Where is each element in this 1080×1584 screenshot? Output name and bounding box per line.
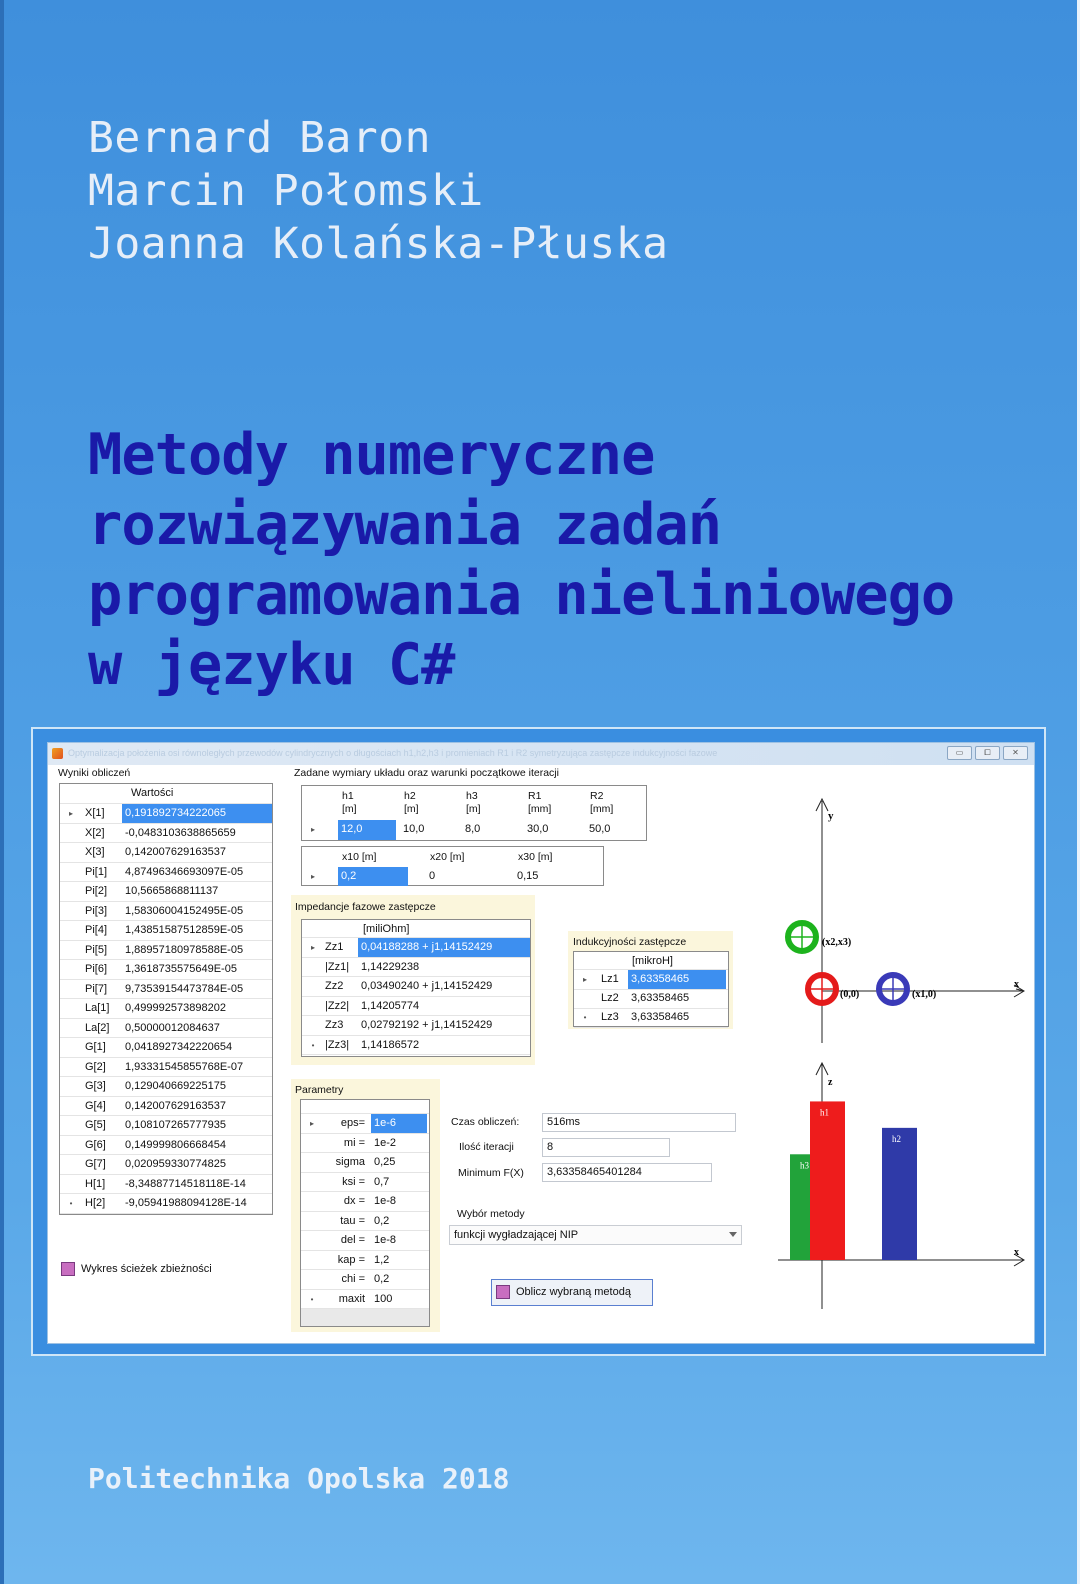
author-3: Joanna Kolańska-Płuska xyxy=(88,219,669,269)
row-selector-icon xyxy=(302,977,324,996)
row-selector-icon xyxy=(60,1116,82,1135)
title-line: w języku C# xyxy=(88,632,455,698)
table-row[interactable] xyxy=(60,999,272,1019)
authors xyxy=(88,112,669,271)
row-value[interactable]: 1e-8 xyxy=(374,1195,397,1207)
table-row[interactable] xyxy=(60,941,272,961)
window-titlebar xyxy=(48,743,1034,765)
row-name: H[1] xyxy=(85,1177,106,1190)
row-name: tau = xyxy=(340,1214,365,1227)
point-label: (x1,0) xyxy=(912,989,937,1000)
header-unit: [m] xyxy=(466,803,481,815)
chart-icon xyxy=(61,1262,75,1276)
method-label: Wybór metody xyxy=(457,1208,525,1220)
table-row[interactable] xyxy=(301,1231,429,1251)
row-selector-icon xyxy=(60,999,82,1018)
table-row[interactable] xyxy=(302,1036,530,1056)
row-name: |Zz1| xyxy=(325,960,350,973)
row-selector-icon xyxy=(301,1192,323,1211)
row-name: |Zz3| xyxy=(325,1038,350,1051)
convergence-plot-button[interactable] xyxy=(56,1256,246,1282)
row-name: X[1] xyxy=(85,807,105,819)
table-row[interactable] xyxy=(60,980,272,1000)
row-value[interactable]: 9,73539154473784E-05 xyxy=(125,982,244,995)
row-name: kap = xyxy=(337,1253,365,1266)
table-row[interactable] xyxy=(301,1270,429,1290)
x-axis-label: x xyxy=(1014,1247,1019,1258)
row-value[interactable]: 0,129040669225175 xyxy=(125,1080,226,1092)
x-axis-label: x xyxy=(1014,979,1019,990)
row-selector-icon xyxy=(301,1231,323,1250)
grid-header xyxy=(302,920,530,938)
row-name: La[1] xyxy=(85,1002,110,1014)
z-axis-label: z xyxy=(828,1077,833,1088)
row-value[interactable]: 1,14186572 xyxy=(361,1038,420,1051)
method-selected: funkcji wygładzającej NIP xyxy=(454,1229,579,1241)
row-selector-icon xyxy=(301,1212,323,1231)
column-header xyxy=(342,790,357,816)
table-row[interactable] xyxy=(60,1136,272,1156)
title-line: programowania nieliniowego xyxy=(88,562,955,628)
row-name: |Zz2| xyxy=(325,999,350,1012)
row-selector-icon xyxy=(302,958,324,977)
row-selector-icon xyxy=(60,1155,82,1174)
row-name: Pi[1] xyxy=(85,865,108,878)
row-name: Pi[3] xyxy=(85,904,108,917)
row-value[interactable]: 0,142007629163537 xyxy=(125,846,226,858)
header-name: R2 xyxy=(590,790,604,802)
row-selector-icon: • xyxy=(69,1199,73,1208)
heights-chart xyxy=(762,1055,1032,1317)
row-selector-icon xyxy=(301,1173,323,1192)
row-name: H[2] xyxy=(85,1197,106,1209)
dims-label: Zadane wymiary układu oraz warunki początkowe iteracji xyxy=(294,767,559,779)
app-icon xyxy=(52,748,63,759)
row-value[interactable]: 1,58306004152495E-05 xyxy=(125,904,244,917)
row-name: Pi[4] xyxy=(85,924,108,936)
table-row[interactable] xyxy=(302,958,530,978)
title-line: Metody numeryczne xyxy=(88,422,655,488)
method-select[interactable] xyxy=(449,1225,742,1245)
row-value[interactable]: 0,108107265777935 xyxy=(125,1119,226,1131)
results-grid[interactable] xyxy=(59,783,273,1215)
window-title: Optymalizacja położenia osi równoległych przewodów cylindrycznych o długościach h1,h2,h3 i promieniach R1 i R2 symetryzująca zastępcze indukcyjności fazowe xyxy=(68,748,718,758)
table-row[interactable] xyxy=(60,824,272,844)
dims-grid[interactable] xyxy=(301,785,647,841)
positions-plot xyxy=(762,793,1032,1053)
unit-header: [miliOhm] xyxy=(363,923,410,935)
table-row[interactable] xyxy=(60,1019,272,1039)
row-value[interactable]: 0,02792192 + j1,14152429 xyxy=(361,1019,493,1031)
dim-value[interactable]: 50,0 xyxy=(589,823,611,835)
row-name: Pi[6] xyxy=(85,963,108,975)
dim-value[interactable]: 12,0 xyxy=(338,820,396,840)
row-selector-icon: ▸ xyxy=(310,943,315,952)
dim-value[interactable]: 8,0 xyxy=(465,823,481,835)
button-label: Oblicz wybraną metodą xyxy=(516,1286,631,1298)
row-name: X[2] xyxy=(85,826,105,839)
table-row[interactable] xyxy=(60,882,272,902)
table-row[interactable] xyxy=(574,970,728,990)
row-selector-icon: ▸ xyxy=(310,872,315,881)
row-selector-icon xyxy=(60,1019,82,1038)
row-selector-icon xyxy=(302,997,324,1016)
table-row[interactable] xyxy=(60,1097,272,1117)
point-label: (x2,x3) xyxy=(822,937,852,948)
row-value[interactable]: 0,2 xyxy=(374,1273,390,1285)
row-selector-icon xyxy=(60,824,82,843)
table-row[interactable] xyxy=(60,902,272,922)
table-row[interactable] xyxy=(301,1290,429,1310)
time-field[interactable]: 516ms xyxy=(542,1113,736,1132)
row-selector-icon xyxy=(60,1097,82,1116)
row-value[interactable]: 0,2 xyxy=(374,1214,390,1227)
inductance-grid[interactable] xyxy=(573,951,729,1027)
header-name: R1 xyxy=(528,790,542,802)
row-value[interactable]: 3,63358465 xyxy=(631,992,690,1004)
column-header xyxy=(528,790,551,816)
row-name: G[3] xyxy=(85,1080,106,1092)
column-header xyxy=(590,790,613,816)
table-row[interactable] xyxy=(302,938,530,958)
min-field[interactable]: 3,63358465401284 xyxy=(542,1163,712,1182)
table-row[interactable] xyxy=(60,1058,272,1078)
header-name: h2 xyxy=(404,790,416,802)
row-value[interactable]: 3,63358465 xyxy=(628,970,726,989)
row-name: Lz3 xyxy=(601,1011,619,1023)
author-2: Marcin Połomski xyxy=(88,166,484,216)
row-value[interactable]: 1,14205774 xyxy=(361,999,420,1012)
iter-label: Ilość iteracji xyxy=(459,1141,514,1153)
row-name: G[7] xyxy=(85,1158,106,1170)
table-row[interactable] xyxy=(301,1192,429,1212)
header-unit: [mm] xyxy=(528,803,552,815)
row-selector-icon: • xyxy=(311,1040,315,1050)
row-selector-icon xyxy=(574,989,596,1008)
column-header: x20 [m] xyxy=(430,851,465,863)
row-selector-icon xyxy=(60,843,82,862)
row-name: Zz1 xyxy=(325,941,344,953)
row-selector-icon: ▸ xyxy=(582,975,587,984)
row-selector-icon: ▸ xyxy=(309,1119,314,1128)
row-value[interactable]: -0,0483103638865659 xyxy=(125,826,236,839)
row-value[interactable]: 10,5665868811137 xyxy=(125,885,219,897)
x-value[interactable]: 0,2 xyxy=(338,867,408,886)
compute-button[interactable] xyxy=(491,1279,653,1306)
initial-x-row[interactable] xyxy=(302,867,603,886)
row-value[interactable]: 0,499992573898202 xyxy=(125,1002,226,1014)
table-row[interactable] xyxy=(60,1175,272,1195)
bar-h1 xyxy=(810,1101,845,1260)
header-unit: [m] xyxy=(342,803,357,815)
column-header: x10 [m] xyxy=(342,851,377,863)
row-selector-icon: ▸ xyxy=(310,825,315,834)
header-name: h1 xyxy=(342,790,354,802)
bar-h2 xyxy=(882,1128,917,1260)
row-selector-icon xyxy=(60,921,82,940)
table-row[interactable] xyxy=(301,1114,429,1134)
row-name: Pi[7] xyxy=(85,982,108,995)
row-name: ksi = xyxy=(342,1175,365,1188)
row-selector-icon xyxy=(60,1077,82,1096)
table-row[interactable] xyxy=(301,1212,429,1232)
row-value[interactable]: 100 xyxy=(374,1292,393,1305)
table-row[interactable] xyxy=(60,1038,272,1058)
row-name: Zz2 xyxy=(325,980,344,992)
table-row[interactable] xyxy=(301,1173,429,1193)
column-header xyxy=(466,790,481,816)
grid-header xyxy=(574,952,728,970)
impedance-label: Impedancje fazowe zastępcze xyxy=(295,901,436,913)
conductor-blue xyxy=(879,975,907,1003)
bar-label: h3 xyxy=(800,1160,809,1171)
row-name: Pi[5] xyxy=(85,943,108,956)
row-value[interactable]: 1e-2 xyxy=(374,1136,397,1149)
row-name: Lz2 xyxy=(601,992,619,1004)
conductor-green xyxy=(788,923,816,951)
book-title xyxy=(88,420,954,700)
table-row[interactable] xyxy=(574,989,728,1009)
row-selector-icon xyxy=(60,941,82,960)
minimize-button[interactable]: ▭ xyxy=(947,746,972,760)
params-grid[interactable] xyxy=(300,1099,430,1327)
row-selector-icon xyxy=(60,980,82,999)
table-row[interactable] xyxy=(60,960,272,980)
x-value[interactable]: 0 xyxy=(429,870,436,882)
row-name: eps= xyxy=(340,1117,365,1129)
row-value[interactable]: 1,2 xyxy=(374,1253,390,1266)
row-name: Pi[2] xyxy=(85,885,108,897)
close-button[interactable]: ✕ xyxy=(1003,746,1028,760)
row-selector-icon xyxy=(301,1134,323,1153)
table-row[interactable] xyxy=(301,1153,429,1173)
bar-label: h1 xyxy=(820,1107,829,1118)
row-value[interactable]: 0,25 xyxy=(374,1156,396,1168)
table-row[interactable] xyxy=(60,843,272,863)
row-value[interactable]: 0,50000012084637 xyxy=(125,1021,220,1034)
app-window xyxy=(47,742,1035,1344)
row-selector-icon xyxy=(60,863,82,882)
row-selector-icon xyxy=(60,902,82,921)
row-name: sigma xyxy=(335,1156,365,1168)
conductor-red xyxy=(808,975,836,1003)
row-selector-icon xyxy=(301,1251,323,1270)
row-value[interactable]: 0,03490240 + j1,14152429 xyxy=(361,980,493,992)
row-selector-icon xyxy=(301,1270,323,1289)
row-value[interactable]: 1,14229238 xyxy=(361,960,420,973)
chevron-down-icon xyxy=(729,1232,737,1237)
row-value[interactable]: 4,87496346693097E-05 xyxy=(125,865,244,878)
row-selector-icon xyxy=(60,960,82,979)
publisher: Politechnika Opolska 2018 xyxy=(88,1462,510,1495)
time-label: Czas obliczeń: xyxy=(451,1116,520,1128)
inductance-label: Indukcyjności zastępcze xyxy=(573,936,687,948)
app-screenshot xyxy=(31,727,1046,1356)
row-selector-icon xyxy=(60,1058,82,1077)
row-selector-icon: • xyxy=(310,1294,314,1304)
table-row[interactable] xyxy=(60,921,272,941)
table-row[interactable] xyxy=(60,1116,272,1136)
table-row[interactable] xyxy=(302,977,530,997)
title-line: rozwiązywania zadań xyxy=(88,492,722,558)
point-label: (0,0) xyxy=(840,989,860,1000)
row-value[interactable]: 1,93331545855768E-07 xyxy=(125,1060,244,1073)
row-name: chi = xyxy=(341,1273,365,1285)
table-row[interactable] xyxy=(60,1077,272,1097)
dim-value[interactable]: 10,0 xyxy=(403,823,425,835)
table-row[interactable] xyxy=(301,1251,429,1271)
grid-header xyxy=(60,784,272,804)
row-value[interactable]: -9,05941988094128E-14 xyxy=(125,1197,247,1209)
initial-x-grid[interactable] xyxy=(301,846,604,886)
row-value[interactable]: 0,191892734222065 xyxy=(122,804,272,823)
button-label: Wykres ścieżek zbieżności xyxy=(81,1263,212,1275)
row-value[interactable]: 1,88957180978588E-05 xyxy=(125,943,244,956)
iter-field[interactable]: 8 xyxy=(542,1138,670,1157)
params-label: Parametry xyxy=(295,1084,344,1096)
row-value[interactable]: 0,142007629163537 xyxy=(125,1099,226,1112)
row-name: G[5] xyxy=(85,1119,106,1131)
row-name: maxit xyxy=(338,1292,365,1305)
row-name: Zz3 xyxy=(325,1019,344,1031)
table-row[interactable] xyxy=(60,804,272,824)
row-value[interactable]: 0,149999806668454 xyxy=(125,1138,226,1151)
impedance-grid[interactable] xyxy=(301,919,531,1057)
row-selector-icon: ▸ xyxy=(68,809,73,818)
row-name: mi = xyxy=(343,1136,365,1149)
row-name: X[3] xyxy=(85,846,105,858)
row-value[interactable]: 0,0418927342220654 xyxy=(125,1041,233,1053)
row-value[interactable]: 3,63358465 xyxy=(631,1011,690,1023)
row-name: dx = xyxy=(343,1195,365,1207)
column-header: Wartości xyxy=(131,787,174,799)
row-selector-icon xyxy=(302,1016,324,1035)
unit-header: [mikroH] xyxy=(632,955,673,967)
header-name: h3 xyxy=(466,790,478,802)
row-selector-icon xyxy=(60,882,82,901)
row-selector-icon xyxy=(60,1136,82,1155)
table-row[interactable] xyxy=(60,1194,272,1214)
row-value[interactable]: 0,7 xyxy=(374,1175,390,1188)
table-row[interactable] xyxy=(60,863,272,883)
min-label: Minimum F(X) xyxy=(458,1167,524,1179)
y-axis-label: y xyxy=(828,810,834,822)
header-unit: [m] xyxy=(404,803,419,815)
row-value[interactable]: 1,3618735575649E-05 xyxy=(125,963,237,975)
row-selector-icon: • xyxy=(583,1013,587,1022)
row-name: G[2] xyxy=(85,1060,106,1073)
row-value[interactable]: 0,04188288 + j1,14152429 xyxy=(358,938,530,957)
maximize-button[interactable]: ⧠ xyxy=(975,746,1000,760)
table-row[interactable] xyxy=(302,997,530,1017)
row-selector-icon xyxy=(301,1153,323,1172)
column-header: x30 [m] xyxy=(518,851,553,863)
header-unit: [mm] xyxy=(590,803,614,815)
bar-label: h2 xyxy=(892,1133,901,1144)
table-row[interactable] xyxy=(60,1155,272,1175)
column-header xyxy=(404,790,419,816)
row-value[interactable]: 1e-8 xyxy=(374,1234,397,1246)
row-value[interactable]: 1e-6 xyxy=(371,1114,427,1133)
row-name: G[4] xyxy=(85,1099,106,1112)
table-row[interactable] xyxy=(302,1016,530,1036)
row-value[interactable]: -8,34887714518118E-14 xyxy=(125,1177,246,1190)
row-selector-icon xyxy=(60,1038,82,1057)
row-name: Lz1 xyxy=(601,973,619,985)
row-value[interactable]: 0,020959330774825 xyxy=(125,1158,226,1170)
row-value[interactable]: 1,43851587512859E-05 xyxy=(125,924,244,936)
row-name: G[6] xyxy=(85,1138,106,1151)
row-selector-icon xyxy=(60,1175,82,1194)
table-row[interactable] xyxy=(574,1008,728,1028)
dim-value[interactable]: 30,0 xyxy=(527,823,549,835)
grid-header xyxy=(301,1100,429,1114)
row-name: La[2] xyxy=(85,1021,110,1034)
results-label: Wyniki obliczeń xyxy=(58,767,131,779)
dims-row[interactable] xyxy=(302,820,646,840)
row-name: del = xyxy=(340,1234,365,1246)
calculator-icon xyxy=(496,1285,510,1299)
x-value[interactable]: 0,15 xyxy=(517,870,539,882)
table-row[interactable] xyxy=(301,1134,429,1154)
author-1: Bernard Baron xyxy=(88,113,432,163)
row-name: G[1] xyxy=(85,1041,106,1053)
